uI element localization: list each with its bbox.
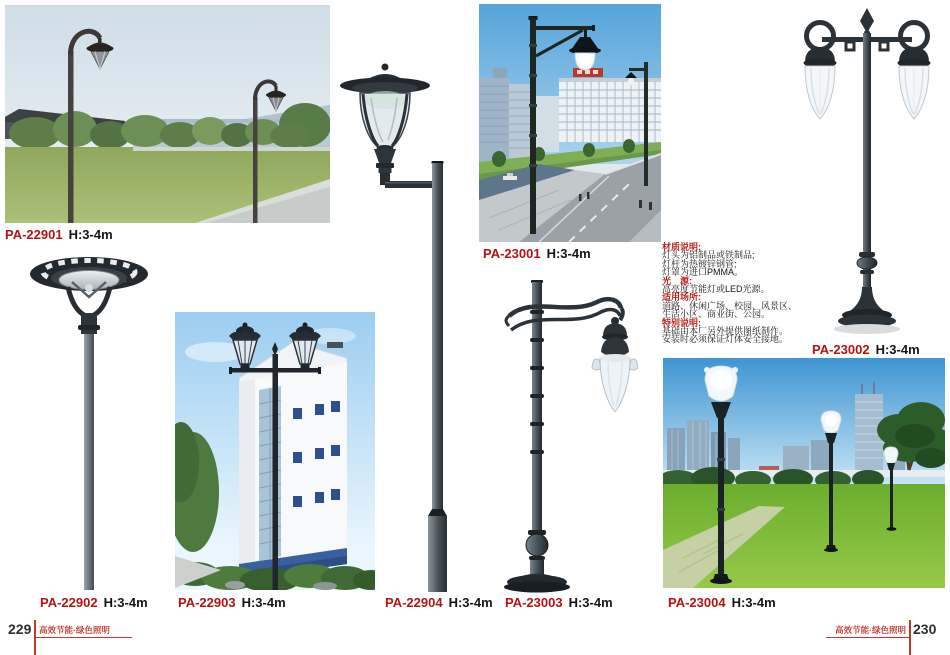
lamp-illustration-pa-22904 bbox=[333, 60, 460, 600]
product-height: H:3-4m bbox=[448, 595, 493, 610]
product-code: PA-23002 bbox=[812, 342, 870, 357]
teardrop-shade-left bbox=[804, 47, 837, 119]
product-code: PA-23004 bbox=[668, 595, 726, 610]
product-label-pa-23002 bbox=[812, 342, 920, 357]
disc-lamp-illustration bbox=[16, 247, 162, 592]
spec-line: 安装时必须保证灯体安全接地。 bbox=[662, 334, 789, 345]
photo-pa-23001 bbox=[479, 4, 661, 242]
product-height: H:3-4m bbox=[68, 227, 113, 242]
waterfront-lamp-illustration bbox=[479, 4, 661, 242]
product-height: H:3-4m bbox=[103, 595, 148, 610]
wavy-arm-lamp-illustration bbox=[497, 276, 643, 594]
spec-line: 生活小区、商业街、公园。 bbox=[662, 309, 771, 320]
product-height: H:3-4m bbox=[546, 246, 591, 261]
footer-slogan-left: 高效节能·绿色照明 bbox=[39, 625, 110, 635]
white-building bbox=[239, 342, 347, 580]
footer-underline-left bbox=[34, 637, 132, 638]
lamp-illustration-pa-22902 bbox=[16, 247, 162, 597]
product-height: H:3-4m bbox=[241, 595, 286, 610]
product-height: H:3-4m bbox=[731, 595, 776, 610]
spec-title-usage: 适用场所: bbox=[662, 292, 701, 303]
product-code: PA-22903 bbox=[178, 595, 236, 610]
spec-title-special: 特别说明: bbox=[662, 317, 701, 328]
product-label-pa-22901 bbox=[5, 227, 113, 242]
lamp-illustration-pa-23003 bbox=[497, 276, 643, 599]
spec-line: 高亮度节能灯或LED光源。 bbox=[662, 284, 770, 295]
product-code: PA-22904 bbox=[385, 595, 443, 610]
product-label-pa-23004 bbox=[668, 595, 776, 610]
teardrop-shade-right bbox=[898, 47, 931, 119]
product-height: H:3-4m bbox=[875, 342, 920, 357]
product-code: PA-22901 bbox=[5, 227, 63, 242]
spec-line: 灯杆为热镀锌钢管; bbox=[662, 258, 737, 269]
spec-line: 灯头为铝制品或铁制品; bbox=[662, 250, 755, 261]
product-code: PA-22902 bbox=[40, 595, 98, 610]
spec-text-block bbox=[662, 243, 804, 344]
product-label-pa-23001 bbox=[483, 246, 591, 261]
product-code: PA-23003 bbox=[505, 595, 563, 610]
product-code: PA-23001 bbox=[483, 246, 541, 261]
product-label-pa-22902 bbox=[40, 595, 148, 610]
spec-line: 道路、休闲广场、校园、风景区、 bbox=[662, 300, 798, 311]
footer-divider-right bbox=[909, 620, 911, 655]
page-number-right: 230 bbox=[913, 621, 937, 637]
product-label-pa-22903 bbox=[178, 595, 286, 610]
spec-line: 灯罩为进口PMMA。 bbox=[662, 267, 744, 278]
photo-pa-22901 bbox=[5, 5, 330, 223]
spec-title-source: 光 源: bbox=[662, 275, 692, 286]
lamp-illustration-pa-23002 bbox=[789, 6, 945, 345]
double-teardrop-lamp-illustration bbox=[789, 6, 945, 340]
product-label-pa-22904 bbox=[385, 595, 493, 610]
photo-pa-23004 bbox=[663, 358, 945, 588]
spec-line: 基础由本厂另外提供图纸制作。 bbox=[662, 326, 789, 337]
footer-slogan-right: 高效节能·绿色照明 bbox=[835, 625, 906, 635]
product-height: H:3-4m bbox=[568, 595, 613, 610]
footer-underline-right bbox=[826, 637, 909, 638]
park-lamps-illustration bbox=[663, 358, 945, 588]
spec-title-material: 材质说明: bbox=[662, 242, 701, 252]
lakeside-lamps-illustration bbox=[5, 5, 330, 223]
page-number-left: 229 bbox=[8, 621, 32, 637]
hanging-cone-shade bbox=[592, 317, 638, 412]
side-arm-lamp-illustration bbox=[333, 60, 460, 595]
product-label-pa-23003 bbox=[505, 595, 613, 610]
